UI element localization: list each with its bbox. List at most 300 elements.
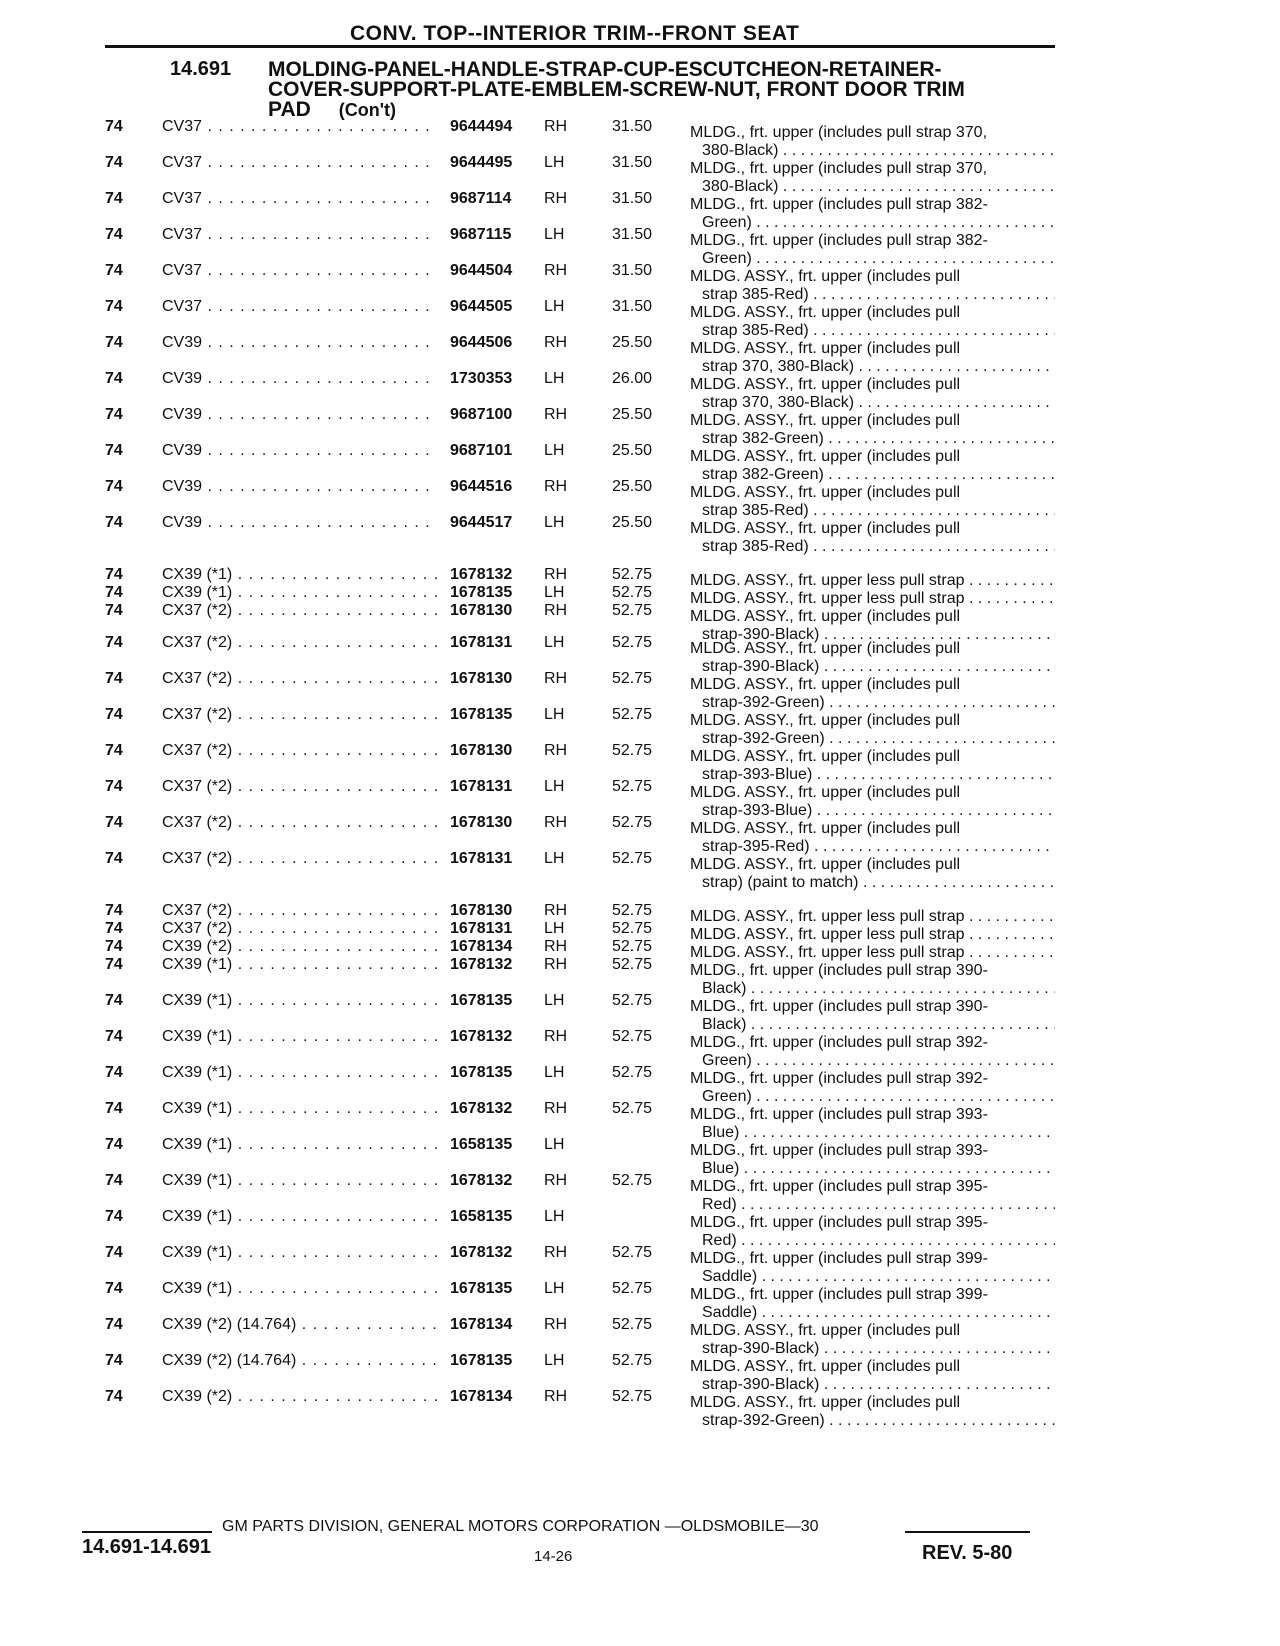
side-code: LH (544, 1064, 565, 1081)
model-code: CX37 (*2) . . . (162, 670, 437, 688)
description-line: strap-392-Green) . . . (690, 694, 1055, 712)
group-number: 74 (105, 1388, 123, 1405)
part-row (0, 992, 1280, 1033)
group-number: 74 (105, 706, 123, 723)
section-number: 14.691 (170, 58, 232, 80)
description-line: MLDG., frt. upper (includes pull strap 370, (690, 124, 988, 141)
description-line: MLDG. ASSY., frt. upper (includes pull (690, 340, 961, 357)
section-title: MOLDING-PANEL-HANDLE-STRAP-CUP-ESCUTCHEON-RETAINER- COVER-SUPPORT-PLATE-EMBLEM-SCREW-NUT, FRONT DOOR TRIM PAD (268, 58, 965, 121)
part-number: 9644494 (450, 118, 513, 135)
model-code: CX39 (*1) . . . (162, 1208, 437, 1226)
model-code: CX37 (*2) . . . (162, 706, 437, 724)
price: 52.75 (612, 1028, 653, 1045)
model-code: CV37 . . . (162, 118, 437, 136)
group-number: 74 (105, 1352, 123, 1369)
part-row (0, 778, 1280, 819)
group-number: 74 (105, 442, 123, 459)
description-line: strap 382-Green) . . . (690, 430, 1055, 448)
model-code: CX39 (*1) . . . (162, 1172, 437, 1190)
side-code: LH (544, 226, 565, 243)
group-number: 74 (105, 226, 123, 243)
side-code: LH (544, 584, 565, 601)
part-description (690, 856, 1055, 892)
part-row (0, 850, 1280, 891)
group-number: 74 (105, 262, 123, 279)
part-row (0, 670, 1280, 711)
description-line: Green) . . . (690, 1088, 1055, 1106)
part-row (0, 1172, 1280, 1213)
part-number: 1678130 (450, 902, 513, 919)
side-code: RH (544, 1100, 568, 1117)
model-code: CX39 (*1) . . . (162, 1064, 437, 1082)
price: 26.00 (612, 370, 653, 387)
price: 52.75 (612, 670, 653, 687)
price: 31.50 (612, 226, 653, 243)
group-number: 74 (105, 1316, 123, 1333)
description-line: MLDG. ASSY., frt. upper (includes pull (690, 376, 961, 393)
description-line: MLDG. ASSY., frt. upper (includes pull (690, 520, 961, 537)
part-row (0, 1208, 1280, 1249)
part-row (0, 1352, 1280, 1393)
description-line: MLDG. ASSY., frt. upper (includes pull (690, 784, 961, 801)
part-number: 1678135 (450, 706, 513, 723)
group-number: 74 (105, 938, 123, 955)
part-row (0, 370, 1280, 411)
description-line: MLDG. ASSY., frt. upper (includes pull (690, 1322, 961, 1339)
side-code: RH (544, 1028, 568, 1045)
side-code: RH (544, 1244, 568, 1261)
group-number: 74 (105, 514, 123, 531)
description-line: strap 370, 380-Black) . . . (690, 358, 1055, 376)
group-number: 74 (105, 670, 123, 687)
price: 52.75 (612, 938, 653, 955)
group-number: 74 (105, 584, 123, 601)
part-description (690, 1394, 1055, 1430)
description-line: MLDG., frt. upper (includes pull strap 390- (690, 962, 988, 979)
side-code: LH (544, 1280, 565, 1297)
description-line: MLDG. ASSY., frt. upper less pull strap . . . (690, 590, 1055, 608)
price: 52.75 (612, 850, 653, 867)
price: 25.50 (612, 478, 653, 495)
description-line: MLDG., frt. upper (includes pull strap 393- (690, 1106, 988, 1123)
footer-section-range: 14.691-14.691 (82, 1536, 212, 1558)
part-number: 1658135 (450, 1136, 513, 1153)
side-code: LH (544, 298, 565, 315)
part-number: 9687101 (450, 442, 513, 459)
description-line: strap 385-Red) . . . (690, 286, 1055, 304)
part-number: 1678132 (450, 566, 513, 583)
part-row (0, 706, 1280, 747)
side-code: RH (544, 902, 568, 919)
side-code: LH (544, 634, 565, 651)
part-row (0, 1280, 1280, 1321)
group-number: 74 (105, 902, 123, 919)
side-code: RH (544, 1172, 568, 1189)
price: 25.50 (612, 514, 653, 531)
price: 31.50 (612, 154, 653, 171)
price: 52.75 (612, 778, 653, 795)
model-code: CX37 (*2) . . . (162, 902, 437, 920)
group-number: 74 (105, 478, 123, 495)
description-line: strap-390-Black) . . . (690, 1376, 1055, 1394)
price: 52.75 (612, 920, 653, 937)
group-number: 74 (105, 370, 123, 387)
description-line: strap 370, 380-Black) . . . (690, 394, 1055, 412)
side-code: RH (544, 742, 568, 759)
price: 52.75 (612, 1064, 653, 1081)
part-number: 1678132 (450, 1100, 513, 1117)
price: 52.75 (612, 602, 653, 619)
description-line: MLDG., frt. upper (includes pull strap 370, (690, 160, 988, 177)
description-line: strap 385-Red) . . . (690, 538, 1055, 556)
price: 52.75 (612, 902, 653, 919)
description-line: MLDG., frt. upper (includes pull strap 390- (690, 998, 988, 1015)
side-code: RH (544, 814, 568, 831)
part-row (0, 1100, 1280, 1141)
description-line: MLDG. ASSY., frt. upper (includes pull (690, 268, 961, 285)
group-number: 74 (105, 406, 123, 423)
footer-rule-left (82, 1531, 212, 1533)
description-line: MLDG. ASSY., frt. upper (includes pull (690, 448, 961, 465)
description-line: strap-390-Black) . . . (690, 1340, 1055, 1358)
side-code: RH (544, 334, 568, 351)
model-code: CX39 (*1) . . . (162, 1280, 437, 1298)
model-code: CX39 (*1) . . . (162, 566, 437, 584)
price: 25.50 (612, 334, 653, 351)
price: 52.75 (612, 1388, 653, 1405)
section-continued: (Con't) (338, 100, 397, 120)
description-line: Saddle) . . . (690, 1268, 1055, 1286)
part-row (0, 334, 1280, 375)
price: 31.50 (612, 190, 653, 207)
model-code: CV37 . . . (162, 190, 437, 208)
price: 52.75 (612, 1172, 653, 1189)
model-code: CV39 . . . (162, 334, 437, 352)
part-row (0, 226, 1280, 267)
part-number: 1678132 (450, 956, 513, 973)
part-number: 1678134 (450, 938, 513, 955)
model-code: CX37 (*2) . . . (162, 634, 437, 652)
part-number: 1678135 (450, 1352, 513, 1369)
side-code: LH (544, 992, 565, 1009)
model-code: CX39 (*1) . . . (162, 992, 437, 1010)
description-line: MLDG. ASSY., frt. upper (includes pull (690, 412, 961, 429)
description-line: MLDG. ASSY., frt. upper (includes pull (690, 1394, 961, 1411)
description-line: Red) . . . (690, 1232, 1055, 1250)
part-number: 1678135 (450, 584, 513, 601)
group-number: 74 (105, 602, 123, 619)
price: 52.75 (612, 1316, 653, 1333)
part-number: 1678130 (450, 814, 513, 831)
part-row (0, 1244, 1280, 1285)
description-line: strap 382-Green) . . . (690, 466, 1055, 484)
side-code: LH (544, 370, 565, 387)
part-row (0, 298, 1280, 339)
side-code: LH (544, 442, 565, 459)
group-number: 74 (105, 190, 123, 207)
model-code: CX39 (*1) . . . (162, 1028, 437, 1046)
side-code: LH (544, 850, 565, 867)
part-number: 1678132 (450, 1172, 513, 1189)
group-number: 74 (105, 1208, 123, 1225)
part-row (0, 442, 1280, 483)
price: 31.50 (612, 118, 653, 135)
part-row (0, 262, 1280, 303)
group-number: 74 (105, 118, 123, 135)
side-code: RH (544, 670, 568, 687)
side-code: RH (544, 1388, 568, 1405)
group-number: 74 (105, 956, 123, 973)
part-number: 9644506 (450, 334, 513, 351)
footer-revision: REV. 5-80 (922, 1542, 1013, 1564)
part-number: 1678131 (450, 850, 513, 867)
group-number: 74 (105, 1280, 123, 1297)
description-line: MLDG., frt. upper (includes pull strap 382- (690, 232, 988, 249)
description-line: Saddle) . . . (690, 1304, 1055, 1322)
description-line: Black) . . . (690, 980, 1055, 998)
part-number: 1678132 (450, 1244, 513, 1261)
part-number: 9644495 (450, 154, 513, 171)
side-code: RH (544, 118, 568, 135)
part-row (0, 814, 1280, 855)
side-code: RH (544, 478, 568, 495)
description-line: Blue) . . . (690, 1124, 1055, 1142)
price: 52.75 (612, 1352, 653, 1369)
part-row (0, 478, 1280, 519)
part-row (0, 154, 1280, 195)
description-line: MLDG. ASSY., frt. upper (includes pull (690, 820, 961, 837)
group-number: 74 (105, 1244, 123, 1261)
model-code: CX39 (*1) . . . (162, 1100, 437, 1118)
side-code: RH (544, 262, 568, 279)
description-line: strap-393-Blue) . . . (690, 766, 1055, 784)
description-line: MLDG. ASSY., frt. upper (includes pull (690, 712, 961, 729)
model-code: CV39 . . . (162, 514, 437, 532)
description-line: MLDG. ASSY., frt. upper (includes pull (690, 1358, 961, 1375)
part-row (0, 634, 1280, 675)
description-line: Green) . . . (690, 214, 1055, 232)
part-number: 1678135 (450, 1280, 513, 1297)
part-number: 1678135 (450, 1064, 513, 1081)
part-number: 9687115 (450, 226, 512, 243)
model-code: CX39 (*1) . . . (162, 1244, 437, 1262)
group-number: 74 (105, 1100, 123, 1117)
price: 52.75 (612, 814, 653, 831)
description-line: strap-392-Green) . . . (690, 1412, 1055, 1430)
price: 52.75 (612, 634, 653, 651)
description-line: MLDG. ASSY., frt. upper (includes pull (690, 608, 961, 625)
footer-rule-right (905, 1531, 1030, 1533)
side-code: RH (544, 938, 568, 955)
model-code: CV39 . . . (162, 370, 437, 388)
description-line: MLDG., frt. upper (includes pull strap 382- (690, 196, 988, 213)
group-number: 74 (105, 850, 123, 867)
description-line: Green) . . . (690, 250, 1055, 268)
group-number: 74 (105, 634, 123, 651)
description-line: MLDG. ASSY., frt. upper (includes pull (690, 640, 961, 657)
description-line: MLDG. ASSY., frt. upper (includes pull (690, 856, 961, 873)
part-number: 9644505 (450, 298, 513, 315)
model-code: CX39 (*2) (14.764) . . . (162, 1352, 437, 1370)
price: 25.50 (612, 406, 653, 423)
part-number: 1678130 (450, 670, 513, 687)
group-number: 74 (105, 778, 123, 795)
group-number: 74 (105, 1028, 123, 1045)
side-code: RH (544, 406, 568, 423)
part-number: 1730353 (450, 370, 513, 387)
description-line: Red) . . . (690, 1196, 1055, 1214)
part-number: 1678134 (450, 1388, 513, 1405)
page-header-title: CONV. TOP--INTERIOR TRIM--FRONT SEAT (350, 22, 800, 45)
model-code: CX39 (*2) . . . (162, 938, 437, 956)
part-number: 9644504 (450, 262, 513, 279)
model-code: CV37 . . . (162, 226, 437, 244)
price: 52.75 (612, 1100, 653, 1117)
description-line: MLDG., frt. upper (includes pull strap 393- (690, 1142, 988, 1159)
description-line: Blue) . . . (690, 1160, 1055, 1178)
footer-page-number: 14-26 (534, 1548, 573, 1565)
description-line: strap-395-Red) . . . (690, 838, 1055, 856)
part-row (0, 514, 1280, 555)
part-number: 1678135 (450, 992, 513, 1009)
price: 52.75 (612, 566, 653, 583)
model-code: CX37 (*2) . . . (162, 920, 437, 938)
part-number: 1678132 (450, 1028, 513, 1045)
group-number: 74 (105, 1064, 123, 1081)
model-code: CX37 (*2) . . . (162, 850, 437, 868)
side-code: RH (544, 190, 568, 207)
side-code: RH (544, 602, 568, 619)
description-line: MLDG. ASSY., frt. upper less pull strap . . . (690, 572, 1055, 590)
side-code: LH (544, 778, 565, 795)
description-line: MLDG. ASSY., frt. upper less pull strap . . . (690, 926, 1055, 944)
description-line: MLDG., frt. upper (includes pull strap 395- (690, 1178, 988, 1195)
part-number: 9687100 (450, 406, 513, 423)
description-line: strap-392-Green) . . . (690, 730, 1055, 748)
model-code: CX39 (*1) . . . (162, 584, 437, 602)
part-row (0, 190, 1280, 231)
part-description (690, 520, 1055, 556)
description-line: 380-Black) . . . (690, 178, 1055, 196)
group-number: 74 (105, 992, 123, 1009)
price: 52.75 (612, 1280, 653, 1297)
price: 52.75 (612, 956, 653, 973)
part-number: 9644516 (450, 478, 513, 495)
description-line: Black) . . . (690, 1016, 1055, 1034)
group-number: 74 (105, 1136, 123, 1153)
model-code: CX39 (*1) . . . (162, 956, 437, 974)
description-line: MLDG. ASSY., frt. upper less pull strap . . . (690, 908, 1055, 926)
group-number: 74 (105, 1172, 123, 1189)
side-code: LH (544, 706, 565, 723)
part-row (0, 1316, 1280, 1357)
part-row (0, 118, 1280, 159)
description-line: MLDG. ASSY., frt. upper less pull strap . . . (690, 944, 1055, 962)
description-line: 380-Black) . . . (690, 142, 1055, 160)
description-line: MLDG. ASSY., frt. upper (includes pull (690, 748, 961, 765)
part-row (0, 1136, 1280, 1177)
price: 52.75 (612, 992, 653, 1009)
model-code: CX39 (*2) . . . (162, 1388, 437, 1406)
part-row (0, 742, 1280, 783)
description-line: MLDG., frt. upper (includes pull strap 399- (690, 1286, 988, 1303)
model-code: CX37 (*2) . . . (162, 778, 437, 796)
model-code: CV39 . . . (162, 478, 437, 496)
part-number: 1678131 (450, 778, 513, 795)
model-code: CX39 (*1) . . . (162, 1136, 437, 1154)
description-line: MLDG., frt. upper (includes pull strap 395- (690, 1214, 988, 1231)
side-code: LH (544, 1136, 565, 1153)
group-number: 74 (105, 814, 123, 831)
part-row (0, 1064, 1280, 1105)
price: 25.50 (612, 442, 653, 459)
side-code: RH (544, 1316, 568, 1333)
part-number: 1678130 (450, 602, 513, 619)
description-line: MLDG., frt. upper (includes pull strap 392- (690, 1034, 988, 1051)
model-code: CX37 (*2) . . . (162, 814, 437, 832)
side-code: RH (544, 566, 568, 583)
side-code: LH (544, 514, 565, 531)
part-number: 1678130 (450, 742, 513, 759)
description-line: strap-393-Blue) . . . (690, 802, 1055, 820)
price: 52.75 (612, 1244, 653, 1261)
group-number: 74 (105, 742, 123, 759)
part-row (0, 1028, 1280, 1069)
model-code: CV37 . . . (162, 154, 437, 172)
part-number: 1658135 (450, 1208, 513, 1225)
group-number: 74 (105, 154, 123, 171)
group-number: 74 (105, 298, 123, 315)
description-line: Green) . . . (690, 1052, 1055, 1070)
part-number: 9687114 (450, 190, 512, 207)
description-line: strap) (paint to match) . . . (690, 874, 1055, 892)
model-code: CV37 . . . (162, 262, 437, 280)
model-code: CX37 (*2) . . . (162, 742, 437, 760)
price: 52.75 (612, 706, 653, 723)
description-line: MLDG. ASSY., frt. upper (includes pull (690, 676, 961, 693)
description-line: MLDG., frt. upper (includes pull strap 392- (690, 1070, 988, 1087)
part-row (0, 406, 1280, 447)
side-code: RH (544, 956, 568, 973)
part-number: 1678131 (450, 634, 513, 651)
side-code: LH (544, 1352, 565, 1369)
model-code: CV39 . . . (162, 442, 437, 460)
part-number: 9644517 (450, 514, 513, 531)
price: 52.75 (612, 742, 653, 759)
description-line: MLDG., frt. upper (includes pull strap 399- (690, 1250, 988, 1267)
part-number: 1678131 (450, 920, 513, 937)
group-number: 74 (105, 334, 123, 351)
side-code: LH (544, 154, 565, 171)
description-line: strap-390-Black) . . . (690, 626, 1055, 644)
model-code: CX39 (*2) (14.764) . . . (162, 1316, 437, 1334)
price: 52.75 (612, 584, 653, 601)
part-row (0, 1388, 1280, 1429)
model-code: CV39 . . . (162, 406, 437, 424)
group-number: 74 (105, 566, 123, 583)
description-line: strap 385-Red) . . . (690, 322, 1055, 340)
description-line: MLDG. ASSY., frt. upper (includes pull (690, 304, 961, 321)
price: 31.50 (612, 262, 653, 279)
group-number: 74 (105, 920, 123, 937)
price: 31.50 (612, 298, 653, 315)
model-code: CV37 . . . (162, 298, 437, 316)
description-line: MLDG. ASSY., frt. upper (includes pull (690, 484, 961, 501)
part-number: 1678134 (450, 1316, 513, 1333)
part-row (0, 956, 1280, 997)
side-code: LH (544, 1208, 565, 1225)
description-line: strap 385-Red) . . . (690, 502, 1055, 520)
